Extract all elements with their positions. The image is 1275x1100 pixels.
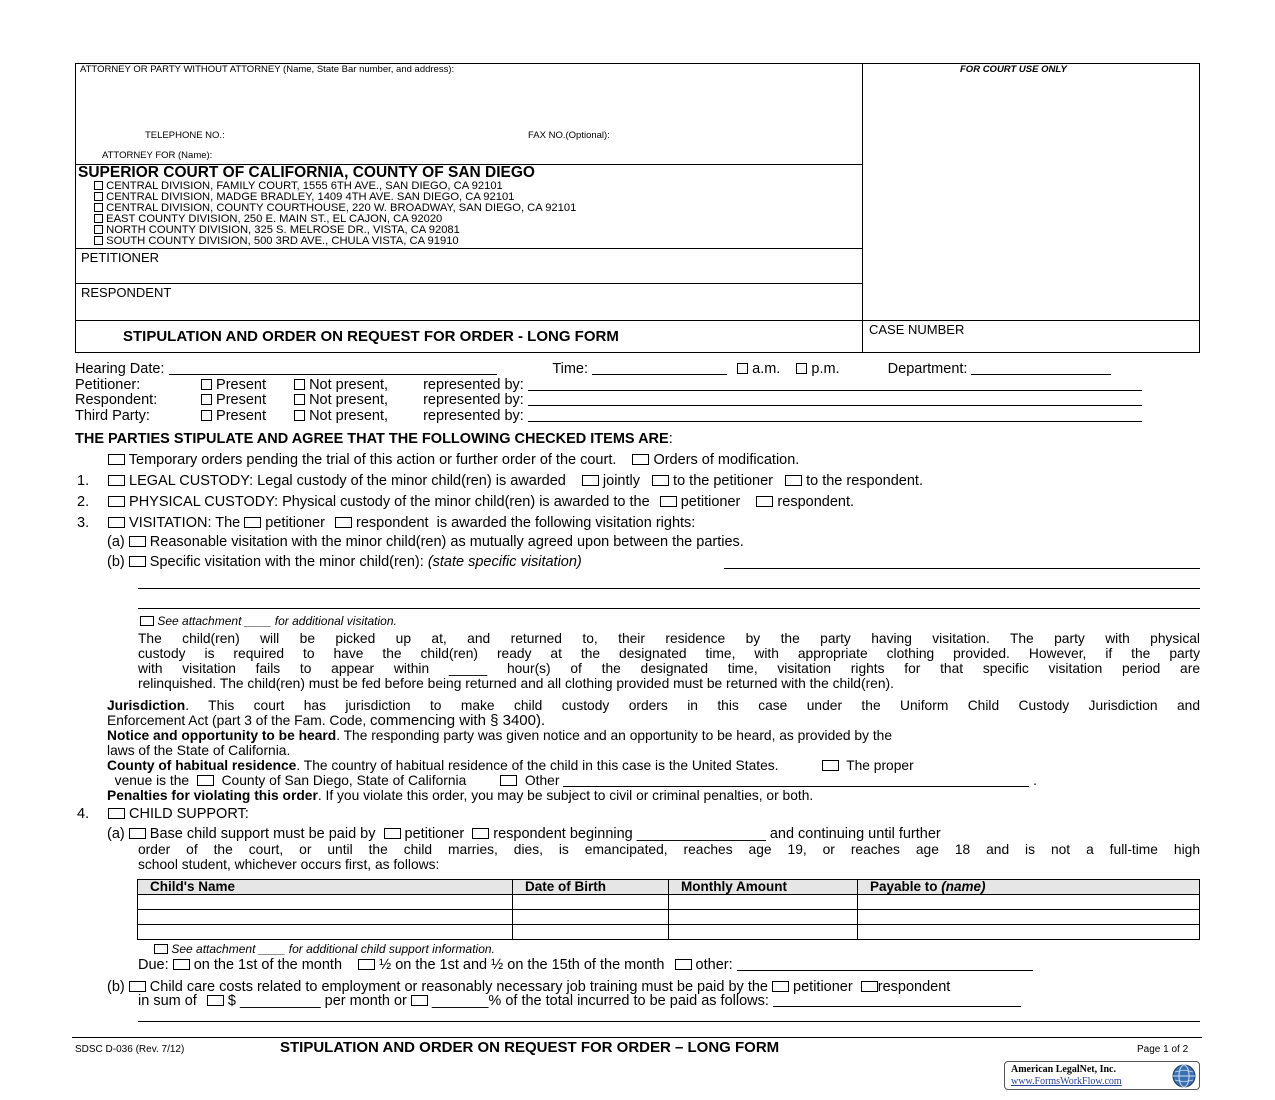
table-cell[interactable] (513, 925, 669, 940)
half-month-checkbox[interactable] (358, 959, 375, 970)
time-field[interactable] (592, 362, 727, 375)
party-label: Respondent: (75, 392, 158, 408)
checkbox[interactable] (94, 214, 103, 223)
specific-line[interactable] (138, 608, 1200, 609)
first-month-label: on the 1st of the month (193, 957, 343, 973)
temporary-checkbox[interactable] (108, 454, 125, 465)
venue-line: venue is the County of San Diego, State of California Other . (114, 773, 1037, 788)
table-cell[interactable] (858, 925, 1200, 940)
first-month-checkbox[interactable] (173, 959, 190, 970)
physical-custody-row (108, 494, 854, 511)
due-label: Due: (138, 957, 169, 973)
form-code: SDSC D-036 (Rev. 7/12) (75, 1044, 185, 1055)
col-dob: Date of Birth (513, 880, 669, 895)
not-present-label: Not present, (309, 377, 389, 393)
party-label: Petitioner: (75, 377, 141, 393)
court-name: SUPERIOR COURT OF CALIFORNIA, COUNTY OF SAN DIEGO (78, 164, 535, 181)
page-number: Page 1 of 2 (1137, 1044, 1189, 1055)
stipulate-heading (75, 431, 673, 448)
visitation-respondent-checkbox[interactable] (335, 517, 352, 528)
physical-respondent-label: respondent. (777, 494, 855, 510)
globe-icon (1171, 1063, 1197, 1089)
childcare-checkbox[interactable] (129, 981, 146, 992)
checkbox[interactable] (94, 203, 103, 212)
not-present-label: Not present, (309, 392, 389, 408)
venue-label: venue is the (114, 773, 190, 788)
division-item[interactable]: CENTRAL DIVISION, MADGE BRADLEY, 1409 4TH AVE. SAN DIEGO, CA 92101 (94, 192, 576, 203)
present-checkbox[interactable] (201, 394, 212, 405)
to-petitioner-checkbox[interactable] (652, 475, 669, 486)
division-item[interactable]: CENTRAL DIVISION, COUNTY COURTHOUSE, 220 W. BROADWAY, SAN DIEGO, CA 92101 (94, 203, 576, 214)
temporary-label: Temporary orders pending the trial of this action or further order of the court. (128, 452, 617, 468)
childcare-respondent-label: respondent (877, 979, 951, 995)
half-month-label: ½ on the 1st and ½ on the 15th of the month (379, 957, 665, 973)
item-number: 3. (77, 515, 90, 531)
other-venue-checkbox[interactable] (500, 775, 517, 786)
see-attachment-visitation (140, 614, 397, 628)
jurisdiction-paragraph (107, 698, 1200, 803)
present-label: Present (216, 408, 267, 424)
table-cell[interactable] (513, 910, 669, 925)
other-due-field[interactable] (737, 958, 1033, 971)
visitation-petitioner-checkbox[interactable] (244, 517, 261, 528)
header-divider (862, 63, 863, 353)
title-divider (75, 320, 862, 321)
legal-custody-label: LEGAL CUSTODY: Legal custody of the minor child(ren) is awarded (129, 473, 566, 489)
percent-label: _______% of the total incurred to be paid as follows: (431, 993, 769, 1009)
party-row (75, 408, 1142, 425)
penalties-bold: Penalties for violating this order (107, 788, 318, 803)
modification-checkbox[interactable] (632, 454, 649, 465)
item-number: 1. (77, 473, 90, 489)
checkbox[interactable] (94, 236, 103, 245)
col-payable-label: Payable to (870, 879, 942, 894)
see-attachment-checkbox[interactable] (140, 616, 154, 626)
visitation-b-row (107, 554, 582, 571)
base-support-label: Base child support must be paid by (149, 826, 376, 842)
table-cell[interactable] (858, 910, 1200, 925)
hearing-date-field[interactable] (169, 362, 497, 375)
visitation-checkbox[interactable] (108, 517, 125, 528)
logo-brand: American LegalNet, Inc. (1011, 1064, 1116, 1075)
pickup-paragraph (138, 631, 1200, 691)
other-due-label: other: (695, 957, 733, 973)
legal-custody-row (108, 473, 923, 490)
jointly-label: jointly (602, 473, 640, 489)
time-label: Time: (552, 361, 589, 377)
division-item[interactable]: SOUTH COUNTY DIVISION, 500 3RD AVE., CHULA VISTA, CA 91910 (94, 236, 576, 247)
party-row (75, 392, 1142, 409)
visitation-respondent-label: respondent (356, 515, 429, 531)
jurisdiction-text: . This court has jurisdiction to make child custody orders in this case under the Uniform Child Custody Jurisdiction and (185, 698, 1200, 713)
see-attachment-support (154, 942, 495, 956)
physical-petitioner-checkbox[interactable] (660, 496, 677, 507)
table-row[interactable] (138, 895, 1200, 910)
case-number-label: CASE NUMBER (869, 322, 965, 337)
see-attachment-support-label: See attachment ____ for additional child support information. (171, 942, 495, 956)
child-support-checkbox[interactable] (108, 808, 125, 819)
penalties-text: . If you violate this order, you may be subject to civil or criminal penalties, or both. (317, 788, 814, 803)
legalnet-logo[interactable] (1004, 1061, 1200, 1090)
not-present-label: Not present, (309, 408, 389, 424)
department-field[interactable] (971, 362, 1111, 375)
present-label: Present (216, 392, 267, 408)
jointly-checkbox[interactable] (582, 475, 599, 486)
legal-custody-checkbox[interactable] (108, 475, 125, 486)
footer-rule (72, 1037, 1202, 1038)
sub-label-a: (a) (107, 534, 125, 550)
jurisdiction-bold: Jurisdiction (107, 698, 186, 713)
respondent-divider (75, 283, 862, 284)
jurisdiction-text2b: commencing with § 3400). (370, 712, 546, 729)
case-divider (862, 320, 1200, 321)
division-item[interactable]: EAST COUNTY DIVISION, 250 E. MAIN ST., EL CAJON, CA 92020 (94, 214, 576, 225)
specific-line[interactable] (724, 568, 1200, 569)
physical-respondent-checkbox[interactable] (756, 496, 773, 507)
see-attachment-support-checkbox[interactable] (154, 944, 168, 954)
physical-custody-label: PHYSICAL CUSTODY: Physical custody of the minor child(ren) is awarded to the (129, 494, 650, 510)
county-sd-checkbox[interactable] (197, 775, 214, 786)
specific-line[interactable] (138, 588, 1200, 589)
county-line (107, 758, 1200, 773)
represented-label: represented by: (423, 408, 524, 424)
childcare-line[interactable] (138, 1021, 1200, 1022)
not-present-checkbox[interactable] (294, 379, 305, 390)
proper-venue-label: The proper (846, 758, 914, 773)
specific-checkbox[interactable] (129, 556, 146, 567)
visitation-awarded-label: is awarded the following visitation rights: (436, 515, 696, 531)
item-number: 4. (77, 806, 90, 822)
form-title: STIPULATION AND ORDER ON REQUEST FOR ORDER - LONG FORM (123, 328, 619, 345)
reasonable-checkbox[interactable] (129, 536, 146, 547)
division-item[interactable]: CENTRAL DIVISION, FAMILY COURT, 1555 6TH AVE., SAN DIEGO, CA 92101 (94, 181, 576, 192)
base-beginning-label: respondent beginning ________________ and continuing until further (493, 826, 941, 842)
child-support-label: CHILD SUPPORT: (129, 806, 249, 822)
modification-label: Orders of modification. (653, 452, 800, 468)
pm-label: p.m. (811, 361, 840, 377)
pickup-line: The child(ren) will be picked up at, and returned to, their residence by the party having visitation. The party with physical (138, 631, 1200, 646)
child-support-row (108, 806, 249, 823)
checkbox[interactable] (94, 181, 103, 190)
base-support-checkbox[interactable] (129, 828, 146, 839)
checkbox[interactable] (94, 192, 103, 201)
physical-custody-checkbox[interactable] (108, 496, 125, 507)
notice-line2: laws of the State of California. (107, 743, 291, 758)
insum-label: in sum of (138, 993, 197, 1009)
physical-petitioner-label: petitioner (680, 494, 741, 510)
present-label: Present (216, 377, 267, 393)
visitation-label: VISITATION: The (129, 515, 241, 531)
stipulate-colon: : (668, 431, 673, 447)
base-support-line: school student, whichever occurs first, as follows: (138, 857, 440, 872)
am-label: a.m. (752, 361, 781, 377)
to-petitioner-label: to the petitioner (673, 473, 774, 489)
am-checkbox[interactable] (737, 363, 748, 374)
childcare-petitioner-label: petitioner (793, 979, 853, 995)
table-cell[interactable] (669, 895, 858, 910)
attorney-label: ATTORNEY OR PARTY WITHOUT ATTORNEY (Name, State Bar number, and address): (80, 64, 455, 75)
represented-label: represented by: (423, 392, 524, 408)
represented-field[interactable] (528, 409, 1142, 422)
base-support-para (138, 842, 1200, 872)
pickup-line: custody is required to have the child(ren) ready at the designated time, with appropriate clothing provided. However, if the party (138, 646, 1200, 661)
table-header-row (138, 880, 1200, 895)
stipulate-heading-text: THE PARTIES STIPULATE AND AGREE THAT THE FOLLOWING CHECKED ITEMS ARE (75, 431, 669, 447)
col-payable-italic: (name) (941, 879, 986, 894)
col-monthly-amount: Monthly Amount (669, 880, 858, 895)
reasonable-label: Reasonable visitation with the minor child(ren) as mutually agreed upon between the parties. (149, 534, 744, 550)
notice-bold: Notice and opportunity to be heard (107, 728, 337, 743)
proper-venue-checkbox[interactable] (822, 760, 839, 771)
col-payable-to (858, 880, 1200, 895)
table-cell[interactable] (138, 925, 513, 940)
table-cell[interactable] (138, 910, 513, 925)
court-use-label: FOR COURT USE ONLY (960, 64, 1067, 75)
department-label: Department: (887, 361, 968, 377)
pickup-line: relinquished. The child(ren) must be fed before being returned and all clothing provided must be returned with the child(ren). (138, 676, 894, 691)
table-cell[interactable] (669, 910, 858, 925)
footer-title: STIPULATION AND ORDER ON REQUEST FOR ORDER – LONG FORM (280, 1039, 780, 1056)
division-item[interactable]: NORTH COUNTY DIVISION, 325 S. MELROSE DR., VISTA, CA 92081 (94, 225, 576, 236)
petitioner-divider (75, 248, 862, 249)
childcare-label: Child care costs related to employment or reasonably necessary job training must be paid by the (149, 979, 768, 995)
jurisdiction-text2: Enforcement Act (part 3 of the Fam. Code, (107, 713, 367, 728)
other-due-checkbox[interactable] (675, 959, 692, 970)
petitioner-label: PETITIONER (81, 250, 160, 265)
table-cell[interactable] (858, 895, 1200, 910)
base-support-row (107, 826, 1200, 843)
visitation-row (108, 515, 695, 532)
temporary-row (108, 452, 799, 469)
other-venue-field[interactable] (563, 774, 1029, 787)
visitation-petitioner-label: petitioner (265, 515, 325, 531)
other-venue-label: Other (524, 773, 560, 788)
represented-field[interactable] (528, 393, 1142, 406)
jurisdiction-line (107, 713, 1200, 728)
hearing-date-label: Hearing Date: (75, 361, 165, 377)
notice-line (107, 728, 1200, 743)
base-petitioner-checkbox[interactable] (384, 828, 401, 839)
represented-field[interactable] (528, 378, 1142, 391)
table-row[interactable] (138, 910, 1200, 925)
logo-url: www.FormsWorkFlow.com (1011, 1076, 1122, 1087)
specific-label: Specific visitation with the minor child(ren): (149, 554, 424, 570)
percent-field[interactable] (773, 994, 1021, 1007)
not-present-checkbox[interactable] (294, 410, 305, 421)
county-text: . The country of habitual residence of the child in this case is the United States. (296, 758, 779, 773)
fax-label[interactable]: FAX NO.(Optional): (528, 130, 610, 141)
to-respondent-checkbox[interactable] (785, 475, 802, 486)
base-respondent-checkbox[interactable] (472, 828, 489, 839)
sub-label-b: (b) (107, 979, 125, 995)
pickup-line: with visitation fails to appear within _____ hour(s) of the designated time, visitation rights for that specific visitation period are (138, 661, 1200, 676)
telephone-label[interactable]: TELEPHONE NO.: (145, 130, 225, 141)
notice-text: . The responding party was given notice and an opportunity to be heard, as provided by the (336, 728, 893, 743)
hearing-row (75, 361, 1200, 378)
not-present-checkbox[interactable] (294, 394, 305, 405)
table-cell[interactable] (513, 895, 669, 910)
pm-checkbox[interactable] (796, 363, 807, 374)
col-child-name: Child's Name (138, 880, 513, 895)
represented-label: represented by: (423, 377, 524, 393)
jurisdiction-line (107, 698, 1200, 713)
dollar-checkbox[interactable] (207, 995, 224, 1006)
present-checkbox[interactable] (201, 410, 212, 421)
child-support-table (137, 879, 1200, 940)
table-cell[interactable] (669, 925, 858, 940)
county-bold: County of habitual residence (107, 758, 297, 773)
see-attachment-label: See attachment ____ for additional visitation. (157, 614, 397, 628)
table-row[interactable] (138, 925, 1200, 940)
sub-label-b: (b) (107, 554, 125, 570)
respondent-label: RESPONDENT (81, 285, 172, 300)
table-cell[interactable] (138, 895, 513, 910)
to-respondent-label: to the respondent. (806, 473, 923, 489)
penalties-line (107, 788, 1200, 803)
item-number: 2. (77, 494, 90, 510)
insum-row (138, 993, 1021, 1010)
childcare-respondent-checkbox[interactable] (861, 981, 878, 992)
base-petitioner-label: petitioner (404, 826, 465, 842)
visitation-a-row (107, 534, 744, 551)
division-list (94, 181, 576, 247)
party-label: Third Party: (75, 408, 150, 424)
sub-label-a: (a) (107, 826, 125, 842)
attorney-for-label[interactable]: ATTORNEY FOR (Name): (102, 150, 213, 161)
county-sd-label: County of San Diego, State of California (221, 773, 467, 788)
dollar-label: $ __________ per month or (227, 993, 407, 1009)
due-row (138, 957, 1033, 974)
percent-checkbox[interactable] (411, 995, 428, 1006)
specific-italic-label: (state specific visitation) (427, 554, 582, 570)
childcare-petitioner-checkbox[interactable] (772, 981, 789, 992)
base-support-line: order of the court, or until the child marries, dies, is emancipated, reaches age 19, or reaches age 18 and is not a full-time high (138, 842, 1200, 857)
present-checkbox[interactable] (201, 379, 212, 390)
checkbox[interactable] (94, 225, 103, 234)
